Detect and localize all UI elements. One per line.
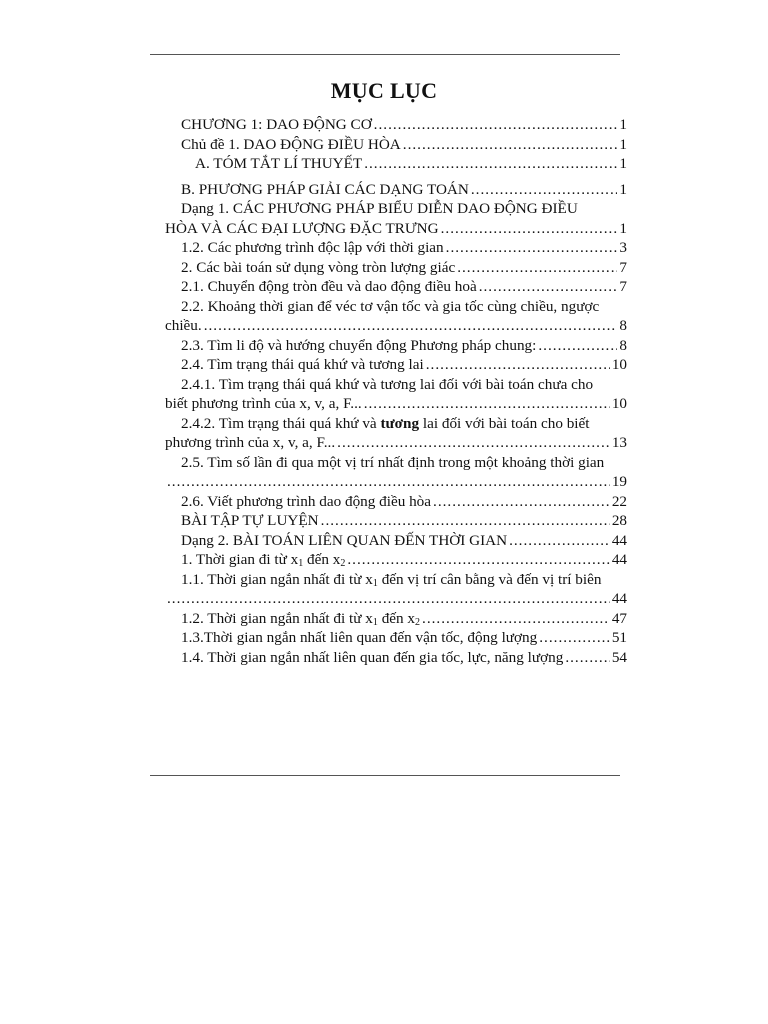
subscript: 2 [340, 558, 346, 569]
toc-entry-text: 2.5. Tìm số lần đi qua một vị trí nhất định trong một khoảng thời gian [181, 453, 605, 471]
dot-leader [403, 135, 618, 155]
toc-entry-text: 2.1. Chuyển động tròn đều và dao động điều hoà [181, 278, 477, 295]
toc-page-number: 1 [619, 116, 627, 133]
toc-entry-text [181, 609, 420, 629]
toc-entry[interactable] [165, 277, 627, 297]
toc-entry-text: 2.4.1. Tìm trạng thái quá khứ và tương lai đối với bài toán chưa cho [181, 375, 594, 393]
dot-leader [347, 550, 609, 570]
dot-leader [479, 277, 618, 297]
toc-page-number: 54 [611, 648, 627, 666]
toc-entry[interactable] [165, 297, 627, 336]
toc-entry[interactable] [165, 511, 627, 531]
toc-entry[interactable] [165, 336, 627, 356]
dot-leader [204, 316, 618, 336]
toc-page-number: 22 [611, 492, 627, 510]
dot-leader [471, 180, 618, 200]
toc-entry-text-part: lai đối với bài toán cho biết [419, 414, 590, 432]
toc-entry-text-part: đến vị trí cân bằng và đến vị trí biên [377, 570, 602, 588]
toc-entry-text-bold: tương [380, 414, 420, 432]
toc-entry-text-continued: chiều. [165, 317, 202, 334]
toc-page-number: 7 [619, 258, 627, 276]
toc-entry[interactable] [165, 648, 627, 668]
subscript: 1 [298, 558, 304, 569]
toc-entry-text-part: đến x [303, 551, 341, 568]
dot-leader [426, 355, 610, 375]
top-rule [150, 54, 620, 55]
toc-entry-text: 1.3.Thời gian ngắn nhất liên quan đến vận tốc, động lượng [181, 629, 538, 646]
toc-entry-text: CHƯƠNG 1: DAO ĐỘNG CƠ [181, 116, 372, 133]
toc-entry-text: 2.6. Viết phương trình dao động điều hòa [181, 492, 432, 510]
dot-leader [538, 336, 617, 356]
toc-page-number: 47 [611, 609, 627, 627]
dot-leader [321, 511, 610, 531]
toc-entry-text: 2. Các bài toán sử dụng vòng tròn lượng giác [181, 258, 456, 276]
toc-entry[interactable] [165, 180, 627, 200]
dot-leader [433, 492, 610, 512]
toc-page-number: 8 [619, 336, 627, 354]
toc-entry-text: 1.4. Thời gian ngắn nhất liên quan đến gia tốc, lực, năng lượng [181, 648, 564, 666]
dot-leader [539, 628, 610, 648]
toc-entry[interactable] [165, 414, 627, 453]
toc-entry-text-part: đến x [377, 609, 416, 627]
dot-leader [374, 115, 618, 135]
dot-leader [167, 472, 610, 492]
toc-entry[interactable] [165, 199, 627, 238]
dot-leader [167, 589, 610, 609]
toc-entry-text: A. TÓM TẮT LÍ THUYẾT [195, 155, 363, 172]
toc-entry-text-part: 2.4.2. Tìm trạng thái quá khứ và [181, 414, 381, 432]
toc-page-number: 8 [619, 317, 627, 334]
subscript: 1 [372, 616, 378, 628]
toc-entry[interactable] [165, 135, 627, 155]
toc-entry[interactable] [165, 238, 627, 258]
dot-leader [446, 238, 618, 258]
toc-entry-text: BÀI TẬP TỰ LUYỆN [181, 512, 319, 529]
toc-entry[interactable] [165, 453, 627, 492]
toc-entry-text-part: 1.2. Thời gian ngắn nhất đi từ x [181, 609, 373, 627]
toc-page-number: 10 [611, 356, 627, 373]
toc-entry[interactable] [165, 531, 627, 551]
toc-entry-text: Dạng 1. CÁC PHƯƠNG PHÁP BIỂU DIỄN DAO ĐỘNG ĐIỀU [181, 200, 578, 217]
toc-page-number: 44 [611, 551, 627, 568]
dot-leader [337, 433, 610, 453]
toc-entry-text-continued: biết phương trình của x, v, a, F... [165, 395, 362, 412]
toc-entry-text [165, 414, 627, 434]
toc-entry[interactable] [165, 570, 627, 609]
toc-page-number: 19 [611, 473, 627, 490]
toc-entry-text-continued: phương trình của x, v, a, F... [165, 434, 336, 451]
toc-page-number: 7 [619, 278, 627, 295]
toc-entry[interactable] [165, 628, 627, 648]
toc-entry-text [181, 550, 345, 570]
toc-entry-text: 2.2. Khoảng thời gian để véc tơ vận tốc và gia tốc cùng chiều, ngược [181, 297, 600, 315]
toc-page-number: 1 [619, 135, 627, 153]
toc-entry-text-continued: HÒA VÀ CÁC ĐẠI LƯỢNG ĐẶC TRƯNG [165, 219, 439, 237]
dot-leader [509, 531, 610, 551]
toc-page-number: 44 [611, 590, 627, 607]
dot-leader [364, 154, 617, 174]
subscript: 2 [415, 616, 421, 628]
dot-leader [565, 648, 609, 668]
dot-leader [457, 258, 617, 278]
toc-page-number: 10 [611, 395, 627, 412]
toc-page-number: 1 [619, 219, 627, 237]
toc-entry[interactable] [165, 154, 627, 174]
toc-entry-text: Dạng 2. BÀI TOÁN LIÊN QUAN ĐẾN THỜI GIAN [181, 531, 508, 549]
toc-entry-text [165, 570, 627, 590]
toc-entry[interactable] [165, 550, 627, 570]
toc-page-number: 51 [611, 629, 627, 646]
toc-entry[interactable] [165, 115, 627, 135]
toc-entry-text-part: 1. Thời gian đi từ x [181, 551, 299, 568]
toc-entry-text: 2.4. Tìm trạng thái quá khứ và tương lai [181, 356, 424, 373]
toc-page-number: 13 [611, 434, 627, 451]
toc-entry-text: B. PHƯƠNG PHÁP GIẢI CÁC DẠNG TOÁN [181, 180, 469, 198]
toc-entry-text-part: 1.1. Thời gian ngắn nhất đi từ x [181, 570, 373, 588]
toc-entry[interactable] [165, 258, 627, 278]
toc-entry-text: Chủ đề 1. DAO ĐỘNG ĐIỀU HÒA [181, 135, 401, 153]
subscript: 1 [372, 577, 378, 589]
bottom-rule [150, 775, 620, 776]
page-title: MỤC LỤC [330, 78, 438, 103]
toc-page-number: 1 [619, 155, 627, 172]
toc-entry[interactable] [165, 375, 627, 414]
toc-page-number: 1 [619, 180, 627, 198]
toc-page-number: 44 [611, 531, 627, 549]
toc-entry[interactable] [165, 355, 627, 375]
dot-leader [422, 609, 610, 629]
table-of-contents [165, 115, 627, 667]
toc-entry[interactable] [165, 609, 627, 629]
toc-entry-text: 1.2. Các phương trình độc lập với thời gian [181, 239, 444, 256]
toc-page-number: 3 [619, 239, 627, 256]
toc-entry[interactable] [165, 492, 627, 512]
toc-page-number: 28 [611, 512, 627, 529]
dot-leader [441, 219, 618, 239]
dot-leader [364, 394, 610, 414]
toc-entry-text: 2.3. Tìm li độ và hướng chuyển động Phương pháp chung: [181, 336, 537, 354]
